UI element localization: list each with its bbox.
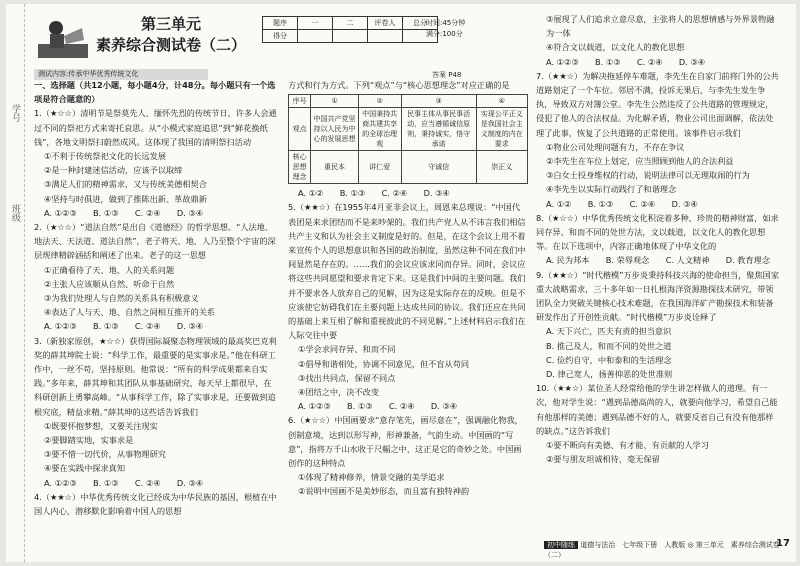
option-line: ②主张人应该顺从自然、听命于自然 <box>44 278 175 289</box>
option-line: ④要在实践中探求真知 <box>44 463 126 474</box>
table-cell: 崇正义 <box>476 151 527 184</box>
question-4-cont: 方式和行为方式。下列“观点”与“核心思想理念”对应正确的是 <box>288 80 510 90</box>
time-limit: 时间:45分钟 <box>426 19 466 27</box>
option-line: ③展现了人们追求立意尽意，主张将人的思想情感与外界景物融为一体 <box>546 14 775 39</box>
option-line: ①正确看待了天、地、人的关系问题 <box>44 264 175 275</box>
score-head-cell: 一 <box>298 17 333 30</box>
answer-choices: A. ①② B. ①③ C. ②④ D. ③④ <box>298 188 450 199</box>
option-line: ②说明中国画不是美妙形态，而且富有独特神韵 <box>298 486 470 497</box>
margin-label-student-id: 学号 <box>10 104 20 122</box>
question-10: 10.（★★☆）某位圣人经常给他的学生讲怎样做人的道理。有一次，他对学生说：“遇到品德高尚的人，就要向他学习，希望自己能有他那样的美德；遇到品德不好的人，就要反省自己有没有他那样的缺点。”这告诉我们 <box>536 383 778 436</box>
score-head-cell: 总分 <box>403 17 438 30</box>
question-9: 9.（★★☆）“时代楷模”万步炎秉持科技兴海的使命担当，聚焦国家重大战略需求，三十多年如一日扎根海洋资源勘探技术研究，带领团队全力突破关键核心技术难题，在我国海洋矿产勘探技术和装备研发作出了开创性贡献。“时代楷模”万步炎诠释了 <box>536 269 780 323</box>
exam-name: 素养综合测试卷（二） <box>96 36 247 54</box>
table-header: ④ <box>476 95 527 108</box>
answer-choices: A. ①②③ B. ①③ C. ②④ D. ③④ <box>546 56 706 67</box>
option-line: ④李先生以实际行动践行了和谐理念 <box>546 184 677 195</box>
question-5: 5.（★★☆）在1955年4月亚非会议上，周恩来总理说：“中国代表团是来求团结而不是来吵架的。我们共产党人从不讳言我们相信共产主义和认为社会主义制度是好的。但是，在这个会议上用不着来宣传个人的思想意识和各国的政治制度，虽然这种不同在我们中间显然是存在的。……我们的会议应该求同而存异。同时，会议应将这些共同愿望和要求肯定下来。这是我们中间的主要问题。我们并不要求各人放弃自己的见解，因为这是实际存在的反映。但是不应该使它妨碍我们在主要问题上达成共同的协议。我们还应在共同的基础上来互相了解和重视彼此的不同见解。”上述材料启示我们在人际交往中要 <box>288 202 526 341</box>
question-8: 8.（★☆☆）中华优秀传统文化积淀着多种、珍贵的精神财富，如求同存异、和而不同的处世方法，文以载道，以文化人的教化思想等。在以下选项中，内容正确地体现了中华文化的 <box>536 212 779 252</box>
question-1: 1.（★☆☆）清明节是祭莫先人、缅怀先烈的传统节日，许多人会通过不同的祭祀方式来寄托哀思。从“小模式家庭追思”到“鲜花换纸钱”，各地文明祭扫蔚然成风。这体现了我国的清明祭扫活动 <box>34 108 277 147</box>
option-line: ③要不惜一切代价，从事物理研究 <box>44 449 166 460</box>
theme-bar: 测试内容:传承中华优秀传统文化 <box>34 69 208 80</box>
answer-choices: A. 民为邦本 B. 荣辱观念 C. 人文精神 D. 教育理念 <box>546 255 771 266</box>
answer-choices: A. ①②③ B. ①③ C. ②④ D. ③④ <box>44 207 204 218</box>
section-heading: 一、选择题（共12小题，每小题4分，计48分。每小题只有一个选项是符合题意的） <box>34 80 276 105</box>
option-line: ①物业公司处理问题有力，不存在争议 <box>546 141 685 152</box>
table-header: ② <box>358 95 401 108</box>
option-line: ②是一种封建迷信活动，应该予以取缔 <box>44 165 183 176</box>
option-line: ④表达了人与天、地、自然之间相互推开的关系 <box>44 307 216 318</box>
question-7: 7.（★★☆）为解决拖延停车难题，李先生在自家门前将门外的公共道路划定了一个车位。邻居不满，投诉无果后，与李先生发生争执，导致双方对簿公堂。李先生公然违反了公共道路的管理规定，侵犯了他人的合法权益。为化解矛盾，物业公司出面调解，依法处理了此事，恢复了公共道路的正常使用。该事件启示我们 <box>536 70 779 138</box>
option-line: ②要脚踏实地，实事求是 <box>44 435 134 446</box>
footer-text: 道德与法治 七年级下册 人教版 ◎ 第三单元 素养综合测试卷（二） <box>544 541 780 559</box>
question-6: 6.（★☆☆）中国画要求“意存笔先，画尽意在”，强调融化物我，创制意境，达到以形写神，形神兼备，气韵生动。中国画的“写意”，指将万千山水收于尺幅之中，这正是它的奇妙之处。中国画创作的这种特点 <box>288 415 523 469</box>
option-line: ①要不断向有美德、有才能、有贡献的人学习 <box>546 440 709 451</box>
question-3: 3.（新独家原创，★☆☆）获得国际凝聚态物理领域的最高奖巴克利奖的薛其坤院士说：“科学工作，最重要的是实事求是。”他在科研工作中，一丝不苟，坚持原则。他常说：“所有的科学成果都来自实践。”多年来，薛其坤和其团队从事基础研究，每天早上都很早，在科研创新上勇攀高峰。“从事科学工作，除了实事求是，还要做到追根究底，精益求精。”薛其坤的这些话告诉我们 <box>34 335 277 417</box>
answer-choices: A. ①②③ B. ①③ C. ②④ D. ③④ <box>44 477 204 488</box>
question-4: 4.（★★☆）中华优秀传统文化已经成为中华民族的基因，根植在中国人内心，潜移默化影响着中国人的思想 <box>34 491 277 517</box>
question-4-table <box>288 94 528 184</box>
option-line: ①既要怀抱梦想，又要关注现实 <box>44 420 158 431</box>
question-2: 2.（★☆☆）“道法自然”是出自《道德经》的哲学思想。“人法地、地法天、天法道、道法自然”，老子将天、地、人乃至整个宇宙的深层规律精辟涵括和阐述了出来。老子的这一思想 <box>34 222 276 261</box>
binding-margin <box>6 4 25 562</box>
option-line: ④符合文以载道，以文化人的教化思想 <box>546 42 685 53</box>
option-line: C. 俭约自守，中和泰和的生活理念 <box>546 354 672 365</box>
score-label-cell: 得分 <box>263 30 298 43</box>
score-head-cell: 二 <box>333 17 368 30</box>
table-cell: 民事主体从事民事活动，应当遵循诚信原则，秉持诚实，恪守承诺 <box>401 108 476 151</box>
page-number: 17 <box>776 538 790 549</box>
option-line: A. 天下兴亡，匹夫有责的担当意识 <box>546 326 672 337</box>
option-line: ①学会求同存异、和而不同 <box>298 344 396 355</box>
full-score: 满分:100分 <box>426 30 463 38</box>
table-cell: 讲仁爱 <box>358 151 401 184</box>
option-line: D. 律己宽人，扬善抑恶的处世准则 <box>546 369 673 380</box>
option-line: ③为我们处理人与自然的关系具有积极意义 <box>44 293 199 304</box>
brand-badge: 初中随练 <box>544 541 578 549</box>
column-2 <box>288 78 528 499</box>
score-head-cell: 评卷人 <box>368 17 403 30</box>
option-line: ②李先生在车位上划定，应当照顾到他人的合法利益 <box>546 156 734 167</box>
table-header: ① <box>311 95 358 108</box>
table-cell: 重民本 <box>311 151 358 184</box>
option-line: ③找出共同点，保留不同点 <box>298 372 396 383</box>
answer-choices: A. ①② B. ①③ C. ②④ D. ③④ <box>546 198 698 209</box>
page-footer <box>544 540 796 560</box>
column-3 <box>536 12 781 467</box>
reading-figure-icon <box>34 14 94 64</box>
table-row-label: 核心思想理念 <box>289 151 311 184</box>
exam-page <box>6 4 796 562</box>
option-line: ②倡导和谐相处，协调不同意见，但不盲从苟同 <box>298 358 470 369</box>
exam-header <box>34 14 494 79</box>
score-cell <box>298 30 333 43</box>
table-row-label: 观点 <box>289 108 311 151</box>
answer-choices: A. ①②③ B. ①③ C. ②④ D. ③④ <box>298 401 458 412</box>
table-cell: 实现公平正义是我国社会主义制度的内在要求 <box>476 108 527 151</box>
time-box <box>426 18 465 40</box>
score-cell <box>368 30 403 43</box>
table-header: 序号 <box>289 95 311 108</box>
option-line: ①不利于传统祭祀文化的长远发展 <box>44 151 166 162</box>
table-cell: 中国秉持共商共建共享的全球治理观 <box>358 108 401 151</box>
option-line: ④坚持与时俱进，做到了推陈出新、革故鼎新 <box>44 193 207 204</box>
table-cell: 守诚信 <box>401 151 476 184</box>
score-table <box>262 16 438 43</box>
option-line: ④团结之中，决不改变 <box>298 387 380 398</box>
option-line: ①体现了精神修养，情景交融的美学追求 <box>298 472 445 483</box>
score-cell <box>333 30 368 43</box>
margin-label-class: 班级 <box>10 204 20 222</box>
option-line: ②要与朋友坦诚相待，毫无保留 <box>546 454 660 465</box>
option-line: ③白女士投身维权的行动，说明法律可以无理取闹的行为 <box>546 170 750 181</box>
option-line: ③满足人们的精神需求，又与传统美德相契合 <box>44 179 207 190</box>
answer-choices: A. ①②③ B. ①③ C. ②④ D. ③④ <box>44 321 204 332</box>
table-header: ③ <box>401 95 476 108</box>
answer-ref: 答案 P48 <box>432 71 462 79</box>
option-line: B. 推己及人，和而不同的处世之道 <box>546 340 672 351</box>
exam-title <box>96 14 246 64</box>
score-head-cell: 题序 <box>263 17 298 30</box>
unit-title: 第三单元 <box>140 15 201 33</box>
table-cell: 中国共产党坚持以人民为中心的发展思想 <box>311 108 358 151</box>
column-1 <box>34 78 279 518</box>
